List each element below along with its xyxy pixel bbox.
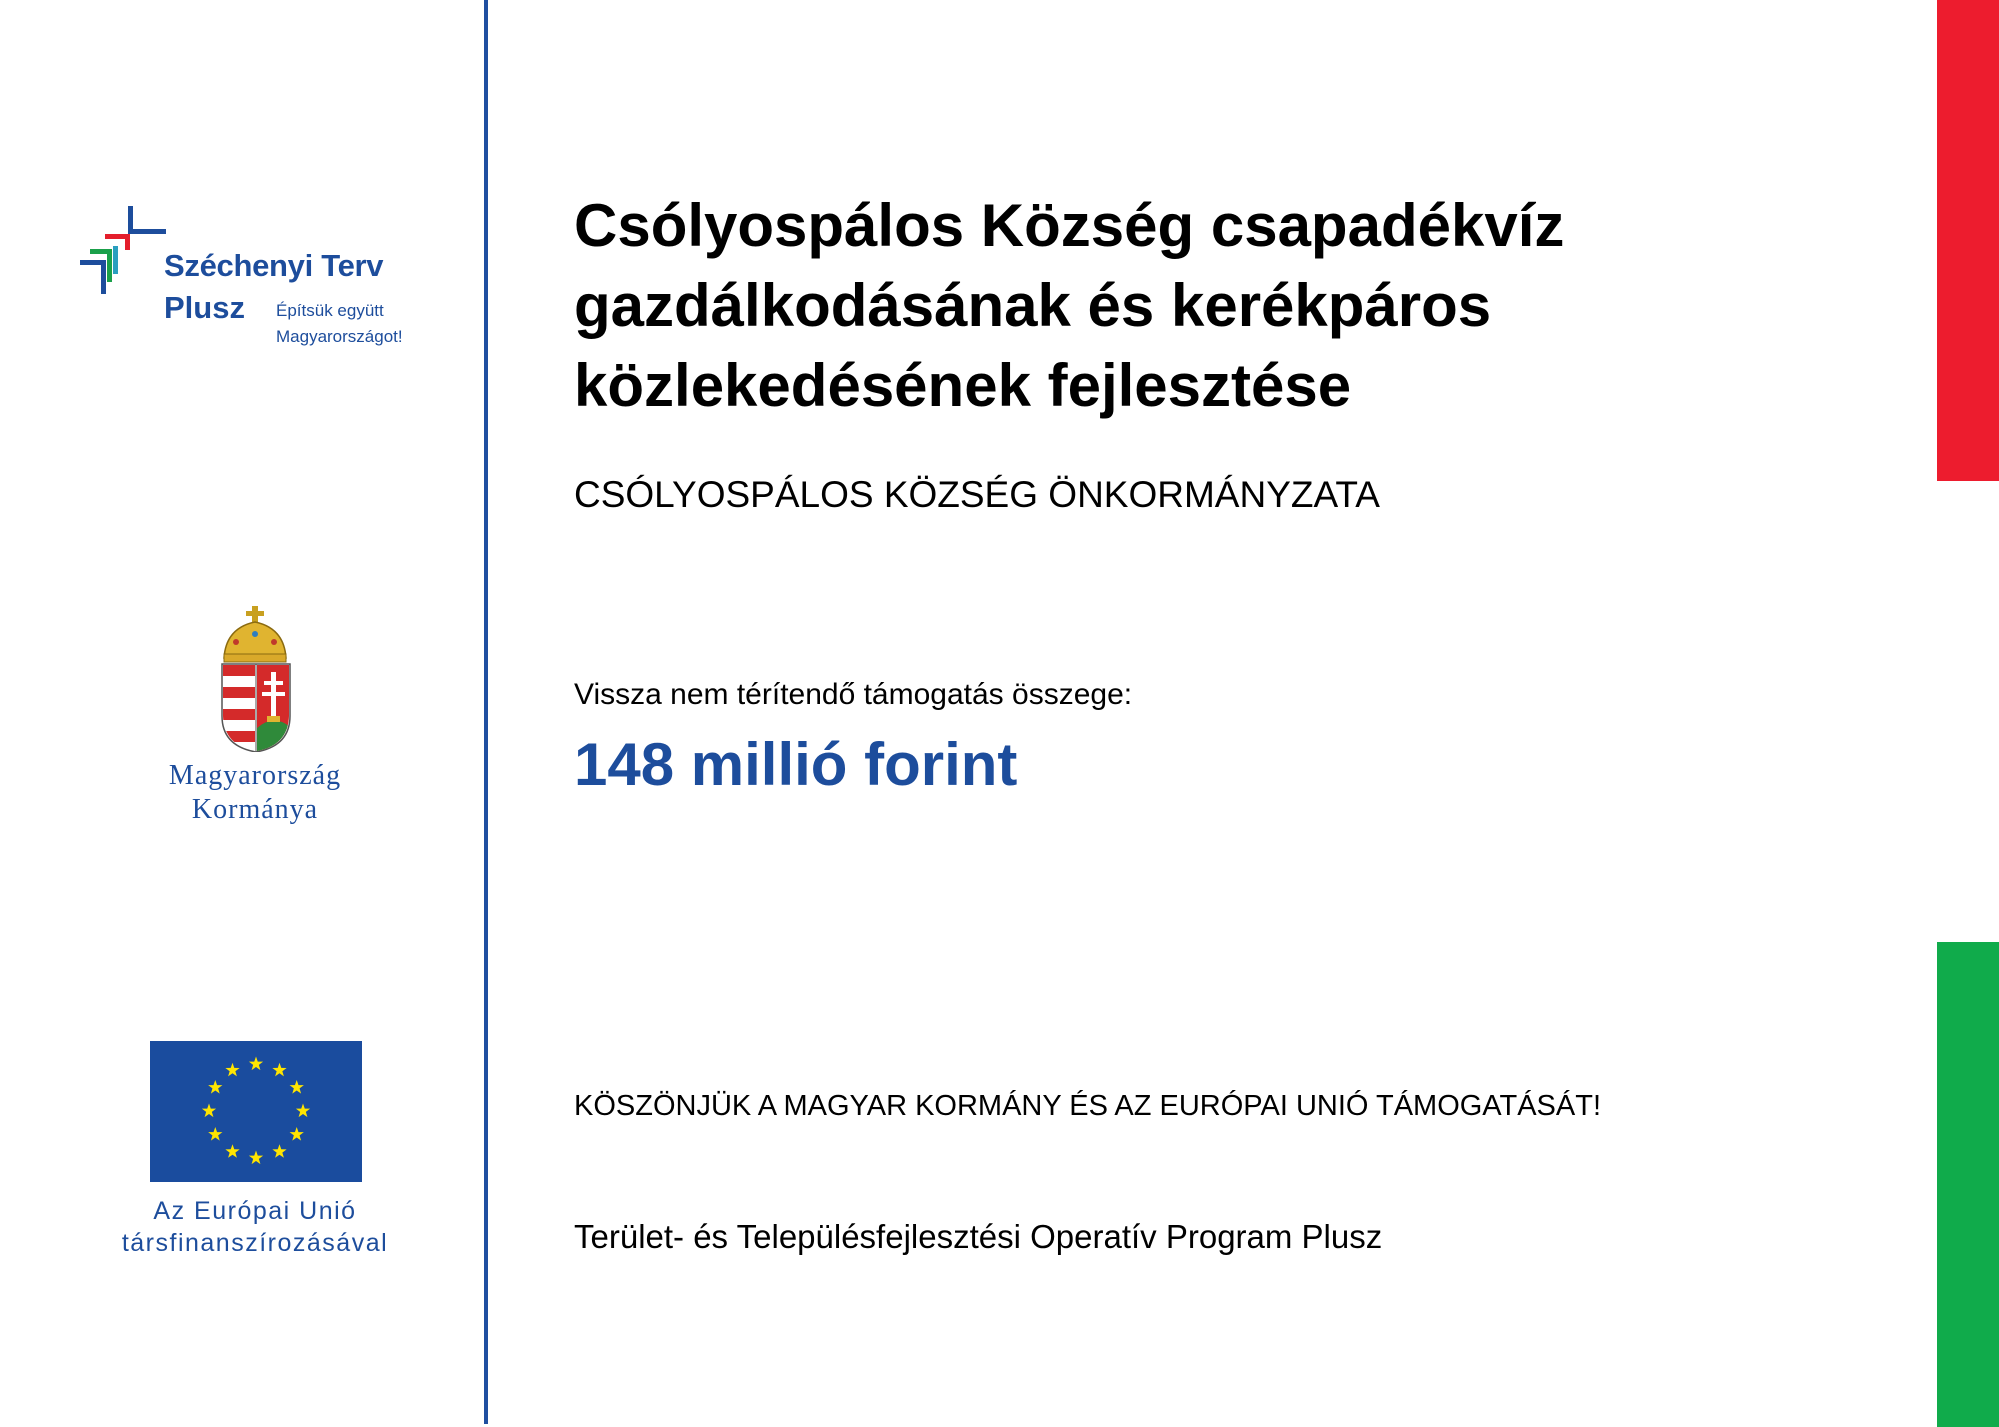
government-line1: Magyarország: [168, 760, 342, 791]
coat-of-arms-icon: [216, 606, 296, 752]
logo-column: [0, 0, 485, 1427]
szechenyi-cross-icon: [80, 206, 170, 296]
beneficiary-name: CSÓLYOSPÁLOS KÖZSÉG ÖNKORMÁNYZATA: [574, 474, 1380, 515]
szechenyi-logo: [80, 206, 440, 356]
flag-stripe-green: [1937, 942, 1999, 1427]
eu-flag-icon: [150, 1041, 362, 1182]
government-line2: Kormánya: [191, 794, 319, 825]
szechenyi-slogan-line2: Magyarországot!: [276, 327, 403, 346]
eu-line1: Az Európai Unió: [153, 1197, 357, 1225]
szechenyi-slogan: [276, 298, 403, 350]
project-title: Csólyospálos Község csapadékvíz gazdálkodásának és kerékpáros közlekedésének fejlesztése: [574, 192, 1565, 419]
support-amount: 148 millió forint: [574, 731, 1018, 798]
support-label: Vissza nem térítendő támogatás összege:: [574, 678, 1133, 711]
thanks-text: KÖSZÖNJÜK A MAGYAR KORMÁNY ÉS AZ EURÓPAI UNIÓ TÁMOGATÁSÁT!: [574, 1090, 1602, 1122]
szechenyi-plusz: Plusz: [164, 290, 245, 325]
program-name: Terület- és Településfejlesztési Operatív Program Plusz: [574, 1218, 1383, 1255]
szechenyi-title: Széchenyi Terv: [164, 248, 384, 283]
flag-stripe-red: [1937, 0, 1999, 481]
szechenyi-slogan-line1: Építsük együtt: [276, 301, 384, 320]
eu-line2: társfinanszírozásával: [121, 1229, 389, 1257]
vertical-divider: [484, 0, 488, 1424]
